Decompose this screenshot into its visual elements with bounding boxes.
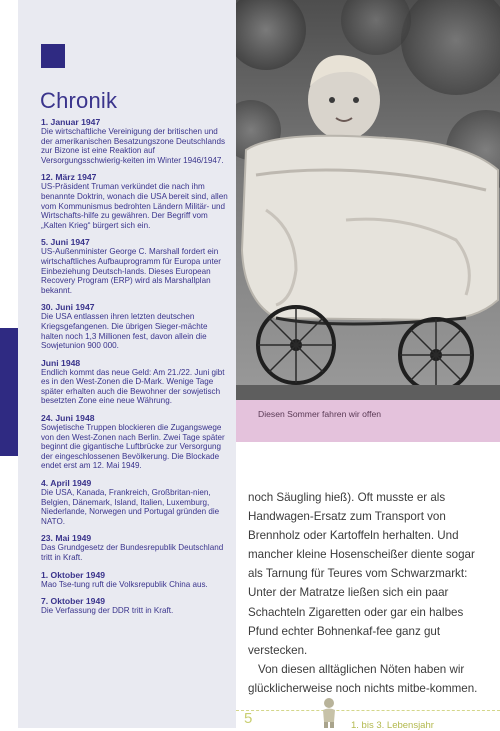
entry-date: Juni 1948 xyxy=(41,357,81,368)
entry-date: 5. Juni 1947 xyxy=(41,237,90,248)
entry-text: Die USA, Kanada, Frankreich, Großbritan-nien, Belgien, Dänemark, Island, Italien, Luxemburg, Niederlande, Norwegen und Portugal gründen die NATO. xyxy=(41,488,220,526)
page-number: 5 xyxy=(244,710,253,727)
body-paragraph: noch Säugling hieß). Oft musste er als Handwagen-Ersatz zum Transport von Brennholz oder Kartoffeln herhalten. Und mancher kleine Hosenscheißer diente sogar als Tarnung für Teures vom Schwarzmarkt: Unter der Matratze ließen sich ein paar Schachteln Zigaretten oder gar ein halbes Pfund echter Bohnenkaf-fee ganz gut verstecken. xyxy=(248,491,475,657)
chronik-entries xyxy=(41,117,231,623)
entry-date: 7. Oktober 1949 xyxy=(41,596,106,607)
chronik-entry xyxy=(41,478,231,526)
entry-date: 23. Mai 1949 xyxy=(41,533,92,544)
chronik-entry xyxy=(41,237,231,295)
caption-band xyxy=(236,400,500,442)
entry-text: Das Grundgesetz der Bundesrepublik Deutschland tritt in Kraft. xyxy=(41,543,224,562)
edge-tab-marker xyxy=(0,328,18,456)
chronik-entry xyxy=(41,117,231,165)
chronik-entry xyxy=(41,533,231,562)
chronik-entry xyxy=(41,596,231,616)
baby-pram-photo xyxy=(236,0,500,400)
chronik-entry xyxy=(41,570,231,590)
footer-divider xyxy=(236,710,500,712)
baby-figure-icon xyxy=(318,696,340,728)
entry-date: 24. Juni 1948 xyxy=(41,413,95,424)
entry-text: US-Außenminister George C. Marshall fordert ein wirtschaftliches Aufbauprogramm für Europa unter Einbeziehung Deutsch-lands. Dieses European Recovery Program (ERP) wird als Marshallplan bekannt. xyxy=(41,247,221,295)
entry-text: Endlich kommt das neue Geld: Am 21./22. Juni gibt es in den West-Zonen die D-Mark. Wenige Tage später erhalten auch die Bewohner der sowjetisch besetzten Zone eine neue Währung. xyxy=(41,367,225,406)
chronik-entry xyxy=(41,358,231,406)
chronik-entry xyxy=(41,302,231,350)
entry-text: Die Verfassung der DDR tritt in Kraft. xyxy=(41,606,174,616)
entry-date: 12. März 1947 xyxy=(41,172,97,183)
entry-text: Mao Tse-tung ruft die Volksrepublik China aus. xyxy=(41,579,208,589)
section-label: 1. bis 3. Lebensjahr xyxy=(351,720,434,731)
entry-date: 1. Oktober 1949 xyxy=(41,569,106,580)
body-text xyxy=(248,488,486,698)
chronik-entry xyxy=(41,172,231,230)
photo-caption: Diesen Sommer fahren wir offen xyxy=(258,409,382,419)
body-paragraph: Von diesen alltäglichen Nöten haben wir glücklicherweise noch nichts mitbe-kommen. xyxy=(248,662,478,695)
entry-date: 30. Juni 1947 xyxy=(41,302,95,313)
chronik-entry xyxy=(41,413,231,471)
entry-text: Die wirtschaftliche Vereinigung der britischen und der amerikanischen Besatzungszone Deutschlands zur Bizone ist eine Reaktion auf Versorgungsschwierig-keiten im Winter 1946/1947. xyxy=(41,127,226,165)
entry-text: Die USA entlassen ihren letzten deutschen Kriegsgefangenen. Die übrigen Sieger-mächte halten noch 1,3 Millionen fest, davon allein die Sowjetunion 900 000. xyxy=(41,312,208,351)
chronik-title: Chronik xyxy=(40,88,118,113)
entry-text: US-Präsident Truman verkündet die nach ihm benannte Doktrin, wonach die USA bereit sind, allen vom Kommunismus bedrohten Ländern Militär- und Wirtschafts-hilfe zu gewähren. Der Begriff vom „Kalten Krieg“ bürgert sich ein. xyxy=(41,182,228,230)
entry-date: 1. Januar 1947 xyxy=(41,117,101,127)
entry-text: Sowjetische Truppen blockieren die Zugangswege von den West-Zonen nach Berlin. Zwei Tage später beginnt die gigantische Luftbrücke zur Versorgung der eingeschlossenen Bevölkerung. Die Blockade endet erst am 12. Mai 1949. xyxy=(41,423,225,471)
photo-illustration xyxy=(236,0,500,400)
chronik-square-icon xyxy=(41,44,65,68)
entry-date: 4. April 1949 xyxy=(41,478,92,489)
